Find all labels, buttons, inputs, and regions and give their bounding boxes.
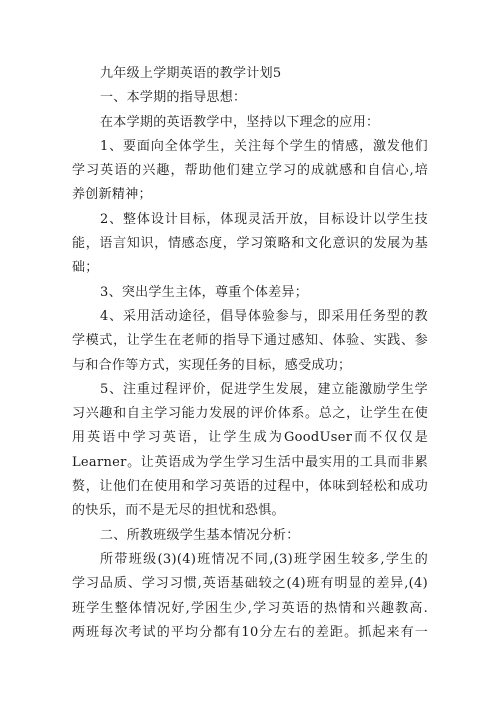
section-heading-class-analysis: 二、所教班级学生基本情况分析：	[100, 527, 300, 543]
section-heading-guiding-ideas: 一、本学期的指导思想：	[100, 90, 247, 106]
paragraph-line: 养创新精神；	[72, 187, 152, 203]
paragraph-line: Learner。让英语成为学生学习生活中最实用的工具而非累	[72, 454, 428, 470]
paragraph-line: 学习品质、学习习惯,英语基础较之(4)班有明显的差异,(4)	[72, 576, 428, 592]
paragraph-line: 两班每次考试的平均分都有10分左右的差距。抓起来有一	[72, 624, 428, 640]
paragraph-line: 的快乐，而不是无尽的担忧和恐惧。	[72, 503, 285, 519]
paragraph-line: 5、注重过程评价，促进学生发展，建立能激励学生学	[100, 381, 428, 397]
intro-sentence: 在本学期的英语教学中，坚持以下理念的应用：	[100, 114, 380, 130]
paragraph-line: 3、突出学生主体，尊重个体差异；	[100, 284, 309, 300]
paragraph-line: 能，语言知识，情感态度，学习策略和文化意识的发展为基	[72, 236, 428, 252]
paragraph-line: 学习英语的兴趣，帮助他们建立学习的成就感和自信心,培	[72, 163, 428, 179]
document-title: 九年级上学期英语的教学计划5	[100, 66, 282, 81]
paragraph-line: 用英语中学习英语，让学生成为GoodUser而不仅仅是	[72, 430, 428, 446]
paragraph-line: 2、整体设计目标，体现灵活开放，目标设计以学生技	[100, 211, 428, 227]
paragraph-line: 与和合作等方式，实现任务的目标，感受成功；	[72, 357, 352, 373]
paragraph-line: 1、要面向全体学生，关注每个学生的情感，激发他们	[100, 138, 428, 154]
paragraph-line: 赘，让他们在使用和学习英语的过程中，体味到轻松和成功	[72, 479, 428, 495]
paragraph-line: 学模式，让学生在老师的指导下通过感知、体验、实践、参	[72, 333, 428, 349]
paragraph-line: 习兴趣和自主学习能力发展的评价体系。总之，让学生在使	[72, 406, 428, 422]
document-body	[72, 62, 428, 645]
paragraph-line: 班学生整体情况好,学困生少,学习英语的热情和兴趣教高.	[72, 600, 428, 616]
paragraph-line: 所带班级(3)(4)班情况不同,(3)班学困生较多,学生的	[100, 551, 428, 567]
paragraph-line: 础；	[72, 260, 99, 276]
paragraph-line: 4、采用活动途径，倡导体验参与，即采用任务型的教	[100, 308, 428, 324]
